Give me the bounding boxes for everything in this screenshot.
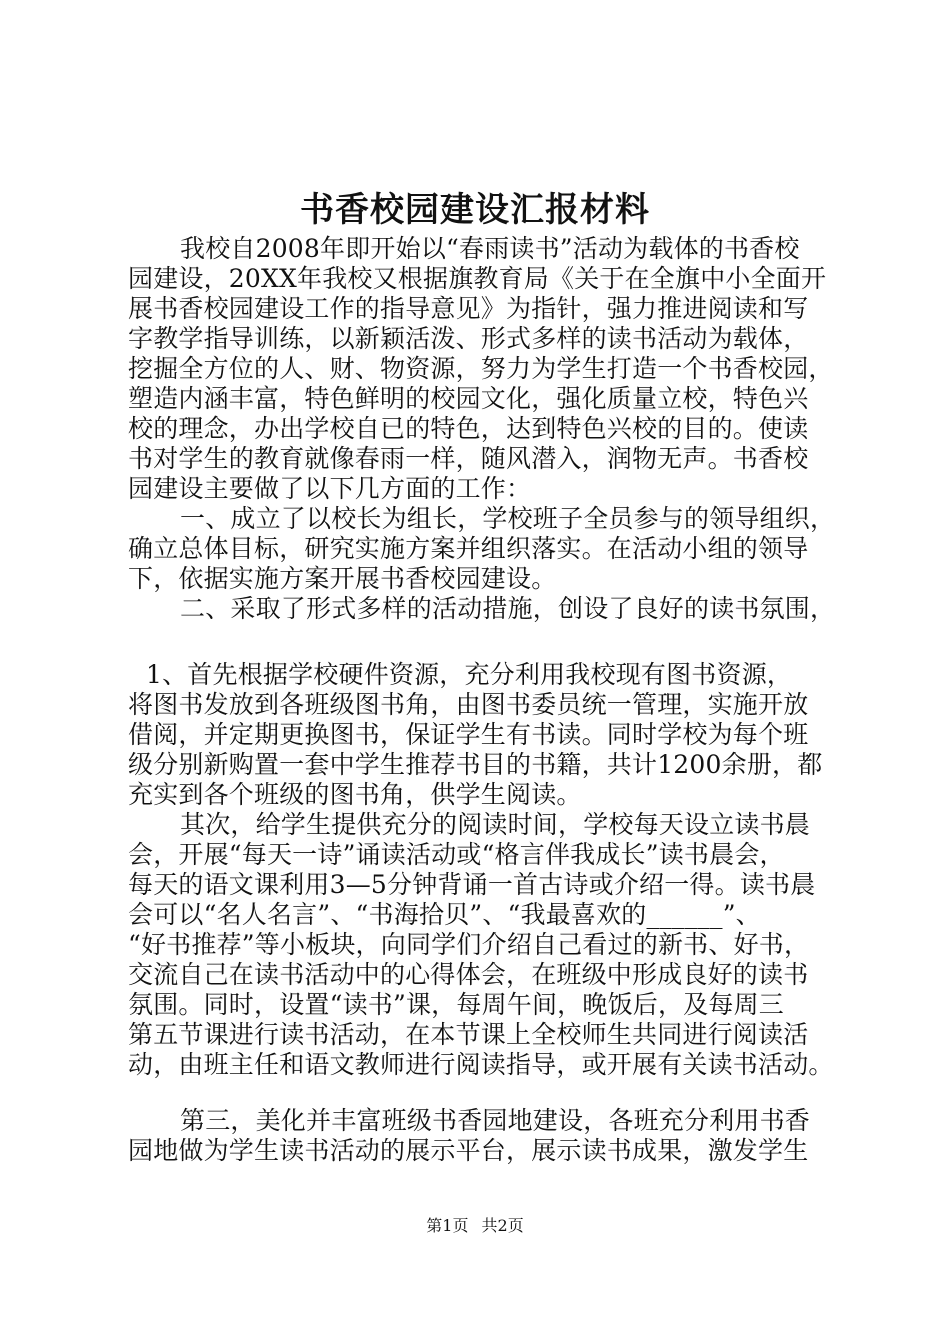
paragraph-line: 动，由班主任和语文教师进行阅读指导，或开展有关读书活动。 [128,1050,834,1079]
paragraph-line: 展书香校园建设工作的指导意见》为指针，强力推进阅读和写 [128,294,809,323]
paragraph-line: 塑造内涵丰富，特色鲜明的校园文化，强化质量立校，特色兴 [128,384,809,413]
paragraph-line: 下，依据实施方案开展书香校园建设。 [128,564,557,593]
document-title: 书香校园建设汇报材料 [300,190,650,230]
paragraph-line: 园建设，20XX年我校又根据旗教育局《关于在全旗中小全面开 [128,264,827,293]
paragraph-line: 将图书发放到各班级图书角，由图书委员统一管理，实施开放 [128,690,809,719]
paragraph-gap [128,624,848,660]
paragraph-line: 园地做为学生读书活动的展示平台，展示读书成果，激发学生 [128,1136,809,1165]
paragraph-line: 其次，给学生提供充分的阅读时间，学校每天设立读书晨 [180,810,811,839]
paragraph-line: 会，开展“每天一诗”诵读活动或“格言伴我成长”读书晨会， [128,840,785,869]
document-body [128,234,848,1166]
page-total: 共2页 [481,1216,524,1235]
paragraph-line: “好书推荐”等小板块，向同学们介绍自己看过的新书、好书， [128,930,810,959]
page-footer [0,1215,950,1237]
paragraph-line: 园建设主要做了以下几方面的工作： [128,474,532,503]
paragraph-line: 挖掘全方位的人、财、物资源，努力为学生打造一个书香校园， [128,354,834,383]
paragraph-gap [128,1080,848,1106]
paragraph-line: 借阅，并定期更换图书，保证学生有书读。同时学校为每个班 [128,720,809,749]
paragraph-line: 第五节课进行读书活动，在本节课上全校师生共同进行阅读活 [128,1020,809,1049]
paragraph-line: 第三，美化并丰富班级书香园地建设，各班充分利用书香 [180,1106,811,1135]
paragraph-line: 氛围。同时，设置“读书”课，每周午间，晚饭后，及每周三 [128,990,784,1019]
paragraph-line: 校的理念，办出学校自已的特色，达到特色兴校的目的。使读 [128,414,809,443]
paragraph-line: 交流自己在读书活动中的心得体会，在班级中形成良好的读书 [128,960,809,989]
paragraph-line: 级分别新购置一套中学生推荐书目的书籍，共计1200余册，都 [128,750,823,779]
paragraph-line: 每天的语文课利用3—5分钟背诵一首古诗或介绍一得。读书晨 [128,870,816,899]
paragraph-line: 会可以“名人名言”、“书海拾贝”、“我最喜欢的______”、 [128,900,761,929]
paragraph-line: 1、首先根据学校硬件资源，充分利用我校现有图书资源， [146,660,793,689]
paragraph-line: 充实到各个班级的图书角，供学生阅读。 [128,780,582,809]
paragraph-line: 我校自2008年即开始以“春雨读书”活动为载体的书香校 [180,234,800,263]
paragraph-line: 一、成立了以校长为组长，学校班子全员参与的领导组织， [180,504,836,533]
paragraph-line: 二、采取了形式多样的活动措施，创设了良好的读书氛围， [180,594,836,623]
page-number: 第1页 [426,1216,469,1235]
paragraph-line: 字教学指导训练，以新颖活泼、形式多样的读书活动为载体， [128,324,809,353]
paragraph-line: 书对学生的教育就像春雨一样，随风潜入，润物无声。书香校 [128,444,809,473]
paragraph-line: 确立总体目标，研究实施方案并组织落实。在活动小组的领导 [128,534,809,563]
